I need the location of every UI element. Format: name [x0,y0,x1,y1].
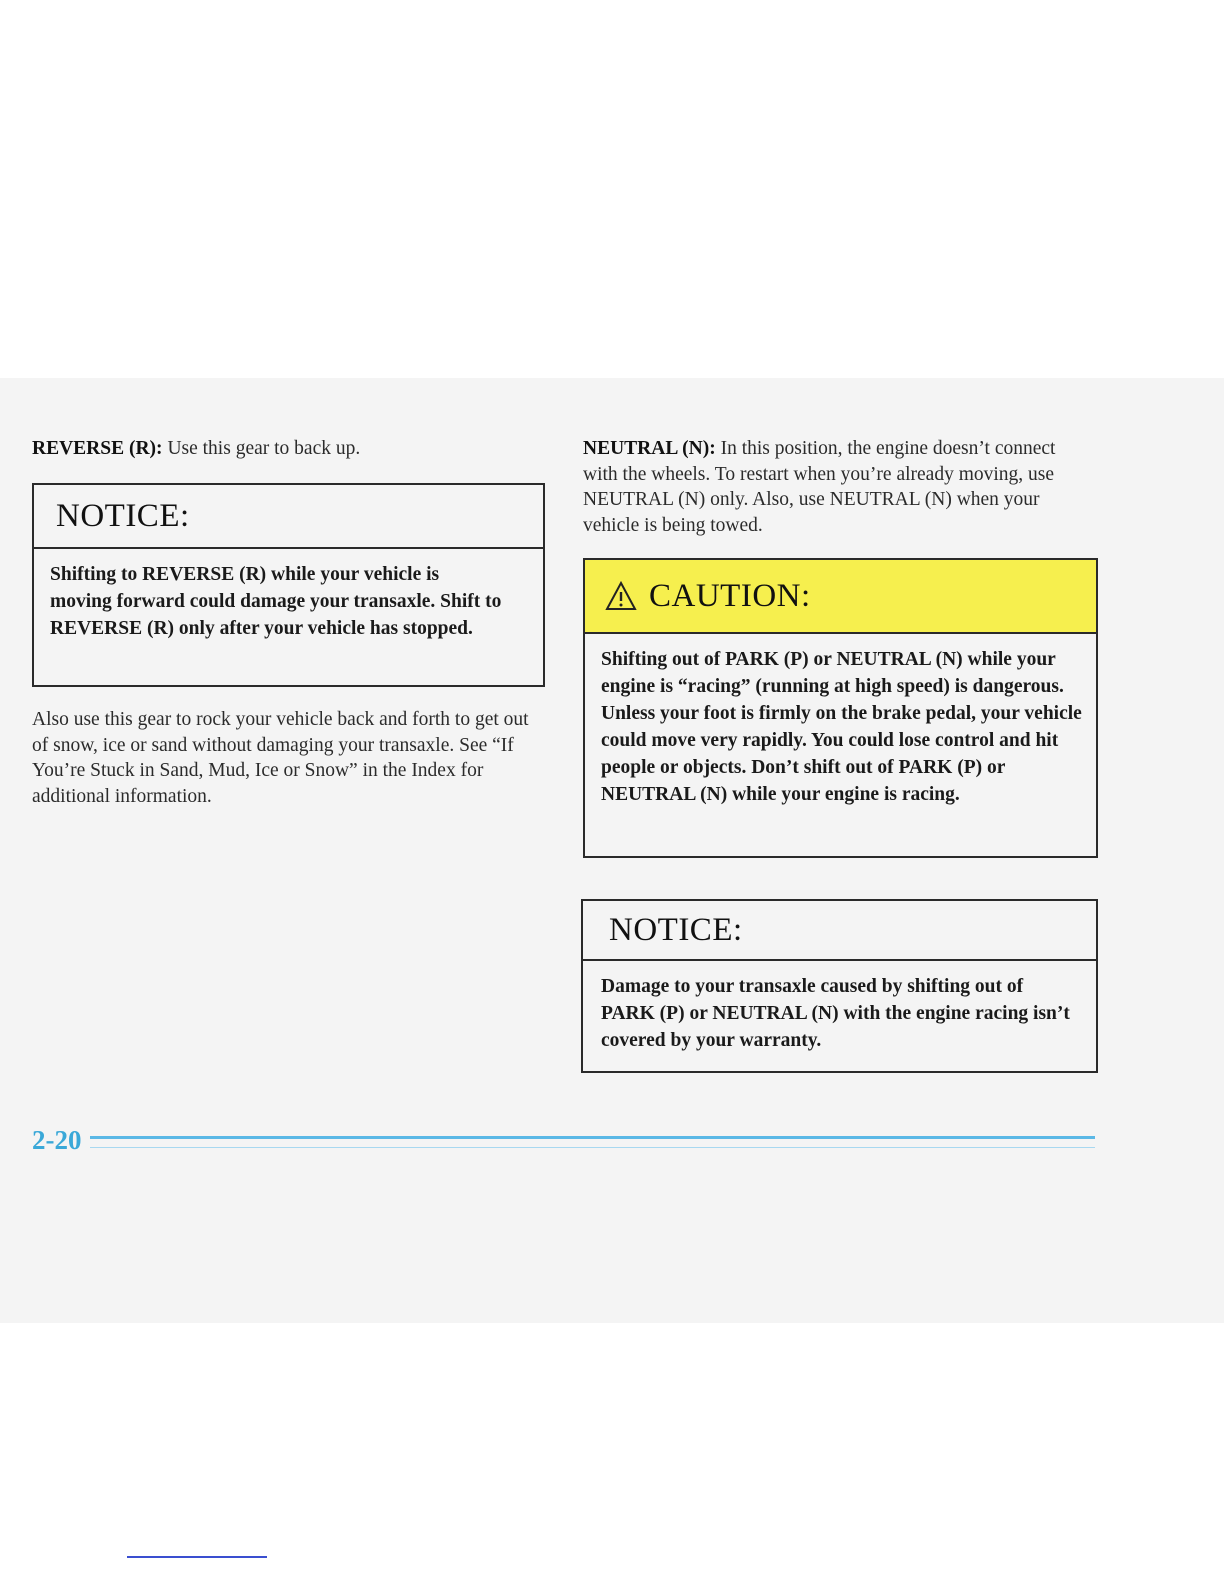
reverse-text: Use this gear to back up. [167,438,361,459]
caution-title: CAUTION: [649,577,811,614]
notice-header [583,901,1096,961]
reverse-paragraph [32,436,542,462]
notice-body: Damage to your transaxle caused by shifting out of PARK (P) or NEUTRAL (N) with the engine racing isn’t covered by your warranty. [601,976,1070,1051]
notice-title: NOTICE: [609,911,743,948]
notice-title: NOTICE: [56,497,190,534]
footer-rule [90,1136,1095,1139]
neutral-text: In this position, the engine doesn’t connect with the wheels. To restart when you’re already moving, use NEUTRAL (N) only. Also, use NEUTRAL (N) when your vehicle is being towed. [583,438,1056,536]
reverse-term: REVERSE (R): [32,438,163,459]
caution-header [585,560,1096,634]
footer-rule-thin [90,1147,1095,1148]
notice-box-reverse [32,483,545,687]
scan-mark [127,1556,267,1558]
warning-triangle-icon [605,581,637,611]
notice-body: Shifting to REVERSE (R) while your vehicle is moving forward could damage your transaxle. Shift to REVERSE (R) only after your vehicle has stopped. [50,564,502,639]
also-paragraph: Also use this gear to rock your vehicle back and forth to get out of snow, ice or sand without damaging your transaxle. See “If You’re Stuck in Sand, Mud, Ice or Snow” in the Index for additional information. [32,709,529,807]
neutral-paragraph [583,436,1093,538]
notice-header [34,485,543,549]
neutral-term: NEUTRAL (N): [583,438,716,459]
notice-box-warranty [581,899,1098,1073]
caution-body: Shifting out of PARK (P) or NEUTRAL (N) while your engine is “racing” (running at high speed) is dangerous. Unless your foot is firmly on the brake pedal, your vehicle could move very rapidly. You could lose control and hit people or objects. Don’t shift out of PARK (P) or NEUTRAL (N) while your engine is racing. [601,649,1082,805]
caution-box [583,558,1098,858]
page-number: 2-20 [32,1125,82,1155]
